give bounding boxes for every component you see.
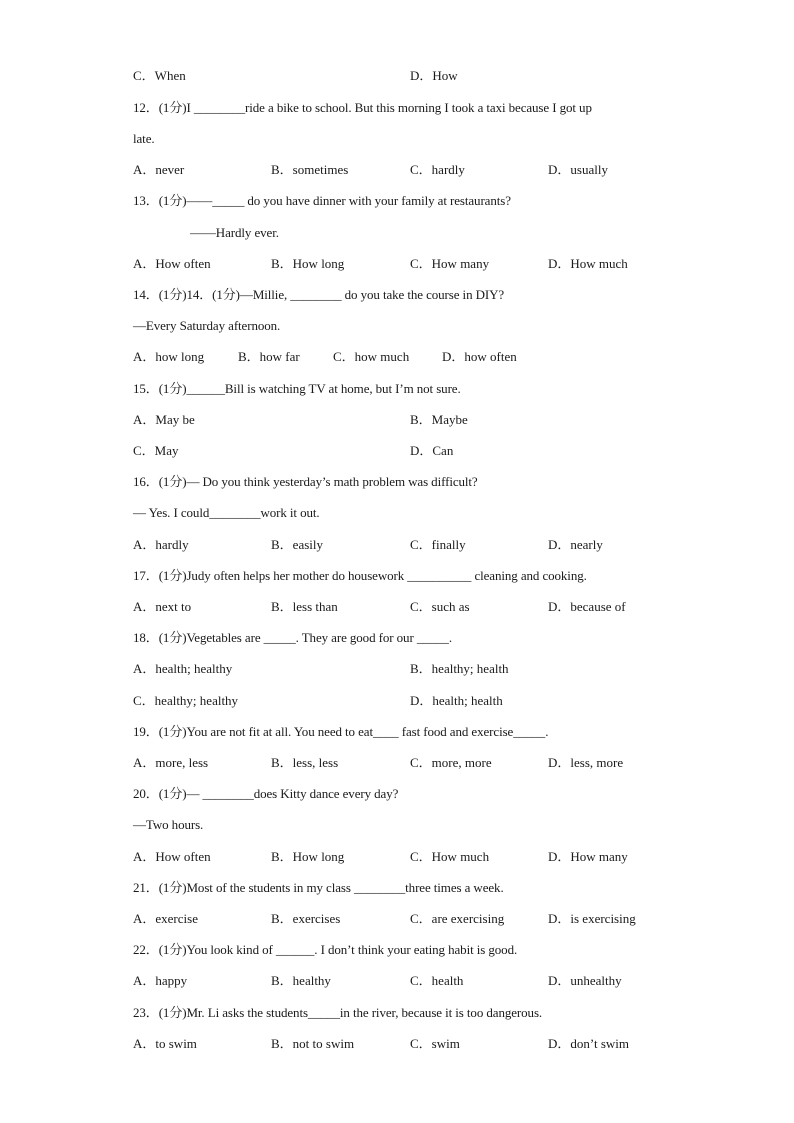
q16-option-b: B．easily [271,537,323,552]
q21-option-a: A．exercise [133,911,198,926]
q23-option-a: A．to swim [133,1036,197,1051]
q15-stem-line1: 15．(1分)______Bill is watching TV at home, but I’m not sure. [133,381,461,396]
q15-option-b: B．Maybe [410,412,468,427]
q12-stem-line2: late. [133,131,155,146]
q21-option-b: B．exercises [271,911,341,926]
q18-option-c: C．healthy; healthy [133,693,239,708]
q14-option-d: D．how often [442,349,517,364]
q20-option-d: D．How many [548,849,628,864]
q13-stem-line1: 13．(1分)——_____ do you have dinner with your family at restaurants? [133,193,511,208]
q14-option-a: A．how long [133,349,205,364]
q23-option-d: D．don’t swim [548,1036,630,1051]
q19-option-c: C．more, more [410,755,492,770]
q16-option-a: A．hardly [133,537,189,552]
q13-option-b: B．How long [271,256,345,271]
q21-option-d: D．is exercising [548,911,636,926]
q12-option-a: A．never [133,162,185,177]
q11-option-d: D．How [410,68,458,83]
q19-option-b: B．less, less [271,755,339,770]
q19-stem-line1: 19．(1分)You are not fit at all. You need to eat____ fast food and exercise_____. [133,724,549,739]
q22-option-d: D．unhealthy [548,973,622,988]
q20-option-b: B．How long [271,849,345,864]
q18-option-d: D．health; health [410,693,503,708]
q23-option-b: B．not to swim [271,1036,355,1051]
q22-option-c: C．health [410,973,464,988]
q23-stem-line1: 23．(1分)Mr. Li asks the students_____in the river, because it is too dangerous. [133,1005,543,1020]
q16-stem-line1: 16．(1分)— Do you think yesterday’s math problem was difficult? [133,474,478,489]
q15-option-d: D．Can [410,443,454,458]
q13-stem-line2: ——Hardly ever. [190,225,279,240]
q18-option-a: A．health; healthy [133,661,233,676]
q20-stem-line2: —Two hours. [133,817,204,832]
q12-stem-line1: 12．(1分)I ________ride a bike to school. But this morning I took a taxi because I got up [133,100,592,115]
q14-option-c: C．how much [333,349,410,364]
q20-option-a: A．How often [133,849,211,864]
q20-stem-line1: 20．(1分)— ________does Kitty dance every day? [133,786,399,801]
q17-option-c: C．such as [410,599,470,614]
q17-option-a: A．next to [133,599,192,614]
q18-stem-line1: 18．(1分)Vegetables are _____. They are good for our _____. [133,630,452,645]
q12-option-b: B．sometimes [271,162,349,177]
q14-stem-line1: 14．(1分)14．(1分)—Millie, ________ do you take the course in DIY? [133,287,505,302]
q13-option-a: A．How often [133,256,211,271]
q20-option-c: C．How much [410,849,490,864]
q15-option-c: C．May [133,443,179,458]
q17-stem-line1: 17．(1分)Judy often helps her mother do housework __________ cleaning and cooking. [133,568,587,583]
q16-option-d: D．nearly [548,537,603,552]
q11-option-c: C．When [133,68,186,83]
q21-option-c: C．are exercising [410,911,505,926]
q19-option-d: D．less, more [548,755,624,770]
q22-option-a: A．happy [133,973,188,988]
q13-option-c: C．How many [410,256,490,271]
q21-stem-line1: 21．(1分)Most of the students in my class ________three times a week. [133,880,504,895]
q16-option-c: C．finally [410,537,466,552]
q17-option-d: D．because of [548,599,626,614]
q15-option-a: A．May be [133,412,195,427]
q18-option-b: B．healthy; health [410,661,509,676]
q17-option-b: B．less than [271,599,338,614]
q23-option-c: C．swim [410,1036,460,1051]
q14-option-b: B．how far [238,349,300,364]
q22-option-b: B．healthy [271,973,331,988]
q19-option-a: A．more, less [133,755,209,770]
q22-stem-line1: 22．(1分)You look kind of ______. I don’t think your eating habit is good. [133,942,518,957]
q12-option-d: D．usually [548,162,608,177]
q12-option-c: C．hardly [410,162,465,177]
q13-option-d: D．How much [548,256,628,271]
q16-stem-line2: — Yes. I could________work it out. [133,505,320,520]
q14-stem-line2: —Every Saturday afternoon. [133,318,281,333]
